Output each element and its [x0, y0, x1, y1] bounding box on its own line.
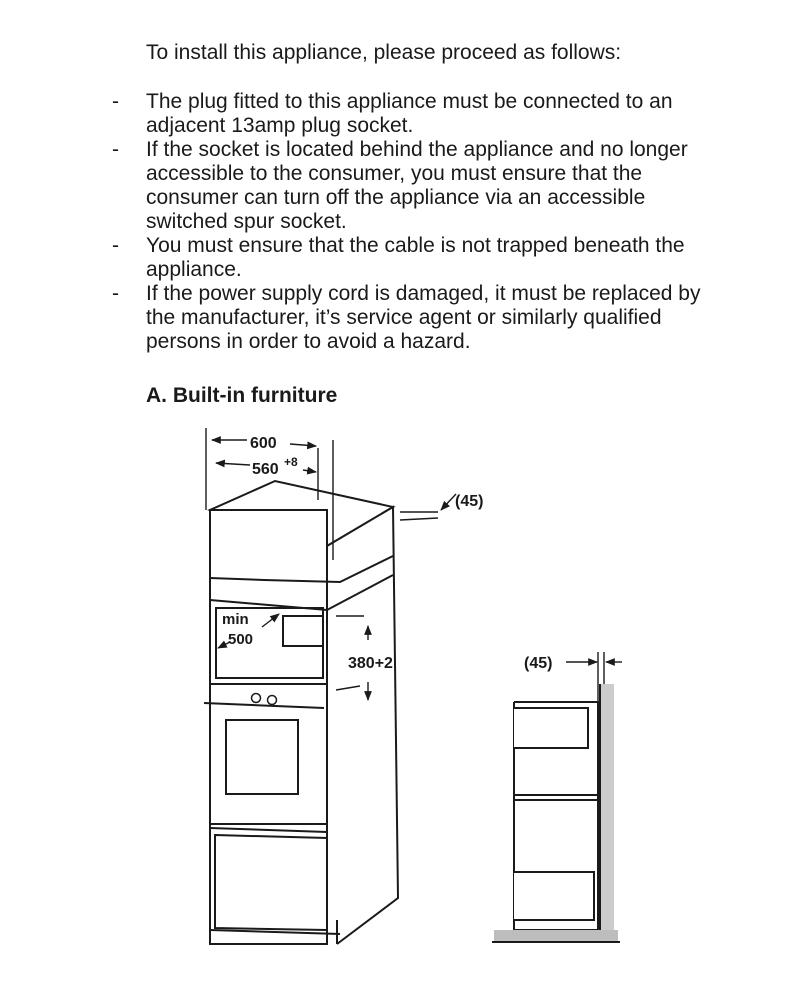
- built-in-furniture-diagram: [0, 400, 800, 983]
- dim-min-label: min: [222, 611, 249, 628]
- dim-top-gap: (45): [455, 493, 484, 510]
- list-item: [108, 138, 708, 234]
- dim-width-inner: 560: [252, 461, 279, 478]
- intro-text: To install this appliance, please proceed as follows:: [146, 41, 622, 64]
- dim-side-gap: (45): [524, 655, 553, 672]
- list-item: [108, 90, 708, 138]
- top-gap-dimension-lines: [400, 494, 456, 520]
- list-item: [108, 234, 708, 282]
- step-text: The plug fitted to this appliance must be connected to an adjacent 13amp plug socket.: [146, 90, 673, 137]
- step-text: If the socket is located behind the appliance and no longer accessible to the consumer, you must ensure that the consumer can turn off the appliance via an accessible switched spur socket.: [146, 138, 688, 233]
- dim-width-outer: 600: [250, 435, 277, 452]
- bullet-dash: -: [112, 234, 119, 257]
- side-profile-drawing: [492, 684, 620, 942]
- oven-knob-icon: [268, 696, 277, 705]
- dim-min-value: 500: [228, 631, 254, 648]
- bullet-dash: -: [112, 282, 119, 305]
- installation-steps-list: [108, 90, 708, 354]
- bullet-dash: -: [112, 90, 119, 113]
- step-text: You must ensure that the cable is not trapped beneath the appliance.: [146, 234, 685, 281]
- bullet-dash: -: [112, 138, 119, 161]
- dim-width-inner-tolerance: +8: [284, 455, 298, 469]
- dim-opening-height: 380+2: [348, 655, 393, 672]
- step-text: If the power supply cord is damaged, it must be replaced by the manufacturer, it’s service agent or similarly qualified persons in order to avoid a hazard.: [146, 282, 701, 353]
- list-item: [108, 282, 708, 354]
- tall-cabinet-drawing: [204, 481, 398, 944]
- oven-knob-icon: [252, 694, 261, 703]
- section-title: A. Built-in furniture: [146, 384, 338, 407]
